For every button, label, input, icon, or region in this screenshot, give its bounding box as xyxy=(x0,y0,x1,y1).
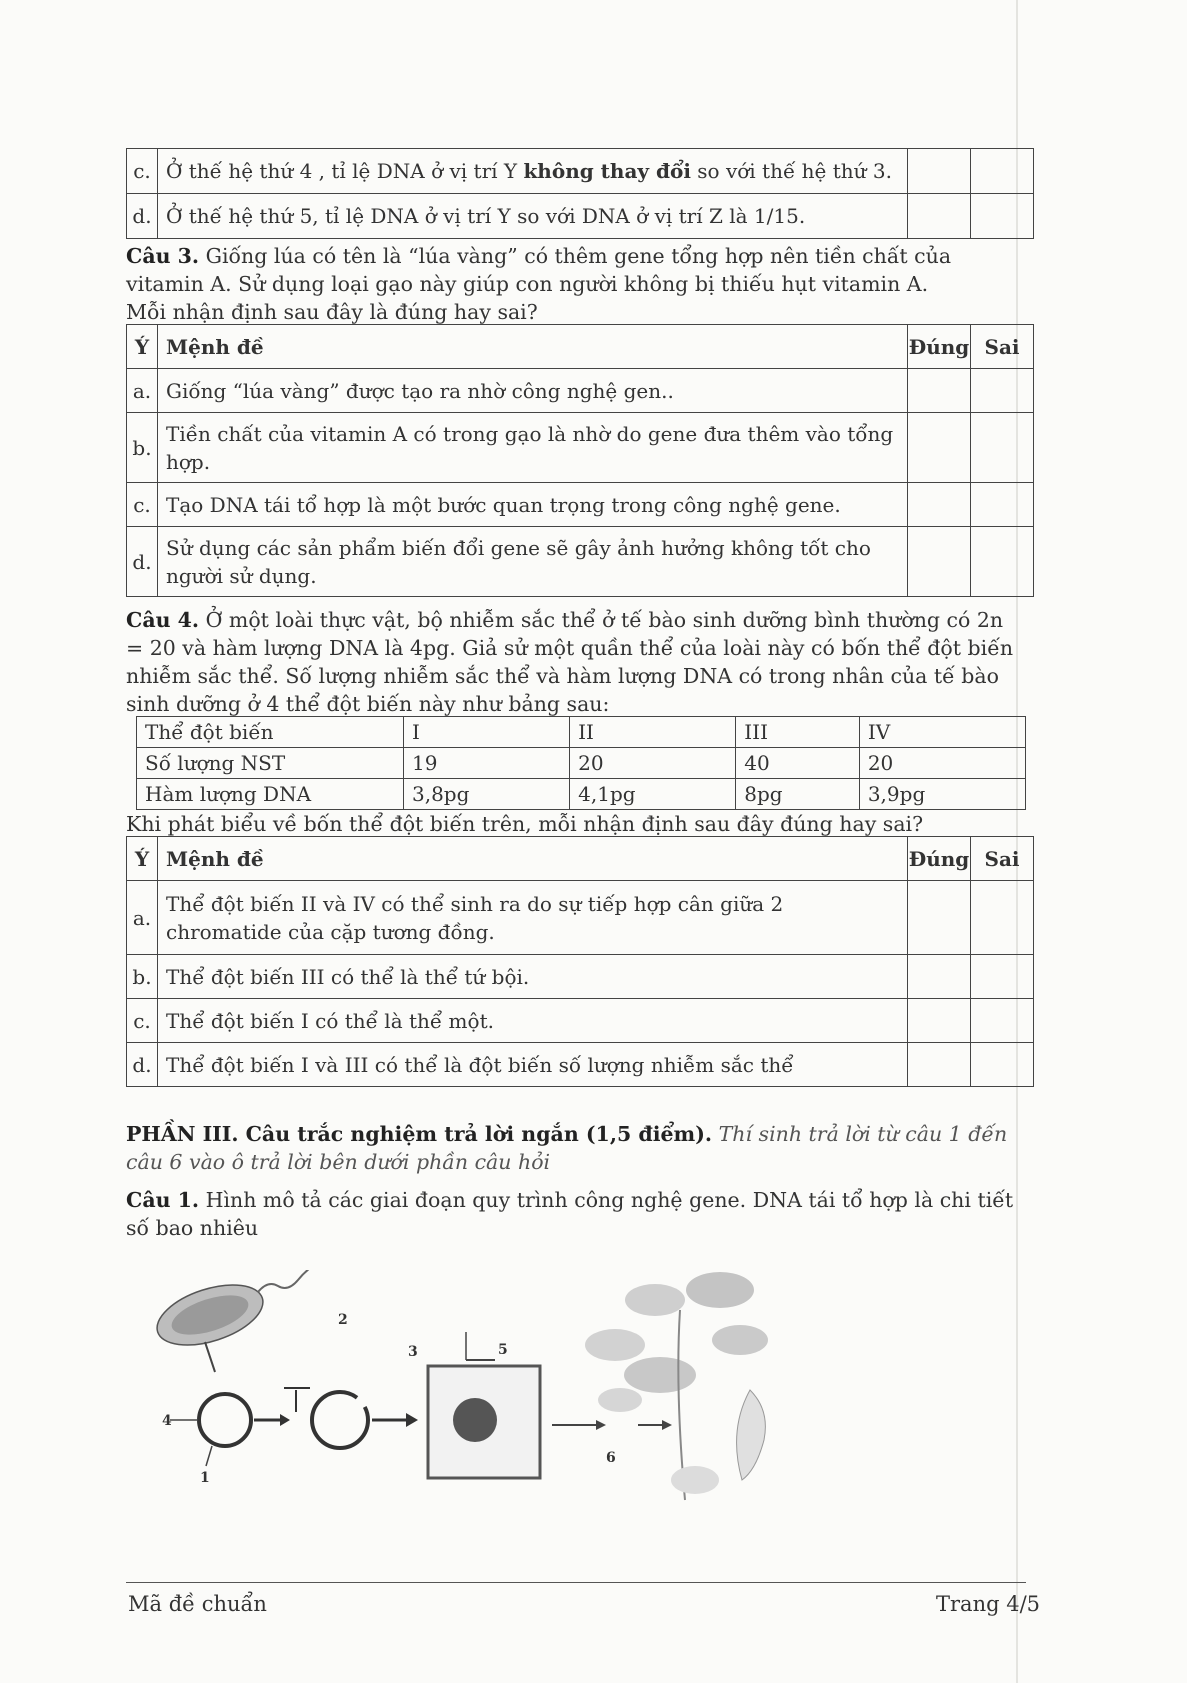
table-row xyxy=(127,413,1034,483)
page-number: Trang 4/5 xyxy=(936,1592,1041,1616)
answer-false-cell[interactable] xyxy=(971,194,1034,239)
row-label: c. xyxy=(127,483,158,527)
table-header-row xyxy=(127,837,1034,881)
answer-false-cell[interactable] xyxy=(971,999,1034,1043)
table-cell: 3,9pg xyxy=(859,779,1025,810)
question2-tail-table xyxy=(126,148,1034,239)
row-label: a. xyxy=(127,369,158,413)
question3-text: Câu 3. Giống lúa có tên là “lúa vàng” có thêm gene tổng hợp nên tiền chất của vitamin A. Sử dụng loại gạo này giúp con người không bị thiếu hụt vitamin A. Mỗi nhận định sau đây là đúng hay sai? xyxy=(126,244,952,324)
table-row xyxy=(127,483,1034,527)
table-cell: 20 xyxy=(859,748,1025,779)
answer-true-cell[interactable] xyxy=(908,369,971,413)
plasmid-ring xyxy=(199,1394,251,1446)
answer-false-cell[interactable] xyxy=(971,527,1034,597)
statement: Sử dụng các sản phẩm biến đổi gene sẽ gây ảnh hưởng không tốt cho người sử dụng. xyxy=(158,527,908,597)
column-header-statement: Mệnh đề xyxy=(158,837,908,881)
table-row xyxy=(127,527,1034,597)
row-header: Thể đột biến xyxy=(137,717,404,748)
table-cell: 40 xyxy=(736,748,860,779)
column-header-index: Ý xyxy=(127,837,158,881)
row-header: Hàm lượng DNA xyxy=(137,779,404,810)
arrow-head xyxy=(662,1420,672,1430)
arrow-head xyxy=(406,1413,418,1427)
answer-true-cell[interactable] xyxy=(908,483,971,527)
row-label: b. xyxy=(127,955,158,999)
table-cell: 20 xyxy=(570,748,736,779)
table-cell: 4,1pg xyxy=(570,779,736,810)
row-label: d. xyxy=(127,194,158,239)
arrow-head xyxy=(280,1414,290,1426)
answer-true-cell[interactable] xyxy=(908,413,971,483)
statement: Thể đột biến I có thể là thể một. xyxy=(158,999,908,1043)
arrow xyxy=(205,1342,215,1372)
figure-label-4: 4 xyxy=(162,1413,172,1429)
answer-false-cell[interactable] xyxy=(971,369,1034,413)
table-row xyxy=(127,194,1034,239)
part3-question1: Câu 1. Hình mô tả các giai đoạn quy trình công nghệ gene. DNA tái tổ hợp là chi tiết số bao nhiêu xyxy=(126,1188,1014,1240)
statement: Tiền chất của vitamin A có trong gạo là nhờ do gene đưa thêm vào tổng hợp. xyxy=(158,413,908,483)
exam-code: Mã đề chuẩn xyxy=(128,1592,267,1616)
gene-technology-diagram xyxy=(150,1270,850,1530)
bacterium-illustration xyxy=(150,1270,316,1357)
figure-label-5: 5 xyxy=(498,1342,508,1358)
table-row xyxy=(127,999,1034,1043)
row-header: Số lượng NST xyxy=(137,748,404,779)
answer-false-cell[interactable] xyxy=(971,1043,1034,1087)
statement: Thể đột biến III có thể là thể tứ bội. xyxy=(158,955,908,999)
statement: Thể đột biến II và IV có thể sinh ra do sự tiếp hợp cân giữa 2 chromatide của cặp tương đồng. xyxy=(158,881,908,955)
table-cell: III xyxy=(736,717,860,748)
answer-false-cell[interactable] xyxy=(971,413,1034,483)
table-row xyxy=(137,717,1026,748)
footer-divider xyxy=(126,1582,1026,1583)
column-header-statement: Mệnh đề xyxy=(158,325,908,369)
table-cell: IV xyxy=(859,717,1025,748)
statement: Ở thế hệ thứ 4 , tỉ lệ DNA ở vị trí Y không thay đổi so với thế hệ thứ 3. xyxy=(158,149,908,194)
label-pointer xyxy=(206,1446,212,1466)
mutant-data-table xyxy=(136,716,1026,810)
answer-false-cell[interactable] xyxy=(971,955,1034,999)
table-cell: I xyxy=(404,717,570,748)
column-header-true: Đúng xyxy=(908,837,971,881)
table-row xyxy=(137,748,1026,779)
recombinant-plasmid-ring xyxy=(312,1392,368,1448)
table-row xyxy=(127,955,1034,999)
answer-true-cell[interactable] xyxy=(908,149,971,194)
table-row xyxy=(127,149,1034,194)
table-header-row xyxy=(127,325,1034,369)
table-cell: 19 xyxy=(404,748,570,779)
figure-label-3: 3 xyxy=(408,1344,418,1360)
statement: Ở thế hệ thứ 5, tỉ lệ DNA ở vị trí Y so với DNA ở vị trí Z là 1/15. xyxy=(158,194,908,239)
row-label: a. xyxy=(127,881,158,955)
cell-nucleus xyxy=(453,1398,497,1442)
figure-label-2: 2 xyxy=(338,1312,348,1328)
answer-true-cell[interactable] xyxy=(908,1043,971,1087)
statement: Tạo DNA tái tổ hợp là một bước quan trọng trong công nghệ gene. xyxy=(158,483,908,527)
part3-heading: PHẦN III. Câu trắc nghiệm trả lời ngắn (1,5 điểm). Thí sinh trả lời từ câu 1 đến câu 6 vào ô trả lời bên dưới phần câu hỏi xyxy=(126,1122,1008,1174)
column-header-false: Sai xyxy=(971,837,1034,881)
statement: Giống “lúa vàng” được tạo ra nhờ công nghệ gen.. xyxy=(158,369,908,413)
answer-true-cell[interactable] xyxy=(908,999,971,1043)
question4-prompt: Khi phát biểu về bốn thể đột biến trên, mỗi nhận định sau đây đúng hay sai? xyxy=(126,812,924,836)
figure-label-6: 6 xyxy=(606,1450,616,1466)
answer-true-cell[interactable] xyxy=(908,527,971,597)
row-label: c. xyxy=(127,149,158,194)
column-header-index: Ý xyxy=(127,325,158,369)
table-cell: 8pg xyxy=(736,779,860,810)
row-label: b. xyxy=(127,413,158,483)
column-header-true: Đúng xyxy=(908,325,971,369)
answer-true-cell[interactable] xyxy=(908,955,971,999)
figure-label-1: 1 xyxy=(200,1470,210,1486)
question4-text: Câu 4. Ở một loài thực vật, bộ nhiễm sắc thể ở tế bào sinh dưỡng bình thường có 2n = 20 và hàm lượng DNA là 4pg. Giả sử một quần thể của loài này có bốn thể đột biến nhiễm sắc thể. Số lượng nhiễm sắc thể và hàm lượng DNA có trong nhân của tế bào sinh dưỡng ở 4 thể đột biến này như bảng sau: xyxy=(126,608,1014,716)
row-label: d. xyxy=(127,527,158,597)
statement: Thể đột biến I và III có thể là đột biến số lượng nhiễm sắc thể xyxy=(158,1043,908,1087)
answer-false-cell[interactable] xyxy=(971,881,1034,955)
question3-table xyxy=(126,324,1034,597)
arrow-head xyxy=(596,1420,606,1430)
table-cell: II xyxy=(570,717,736,748)
table-row xyxy=(127,881,1034,955)
table-row xyxy=(127,1043,1034,1087)
answer-false-cell[interactable] xyxy=(971,483,1034,527)
figure-labels xyxy=(162,1312,616,1486)
answer-false-cell[interactable] xyxy=(971,149,1034,194)
table-row xyxy=(127,369,1034,413)
table-cell: 3,8pg xyxy=(404,779,570,810)
row-label: d. xyxy=(127,1043,158,1087)
answer-true-cell[interactable] xyxy=(908,881,971,955)
table-row xyxy=(137,779,1026,810)
row-label: c. xyxy=(127,999,158,1043)
answer-true-cell[interactable] xyxy=(908,194,971,239)
question4-table xyxy=(126,836,1034,1087)
column-header-false: Sai xyxy=(971,325,1034,369)
